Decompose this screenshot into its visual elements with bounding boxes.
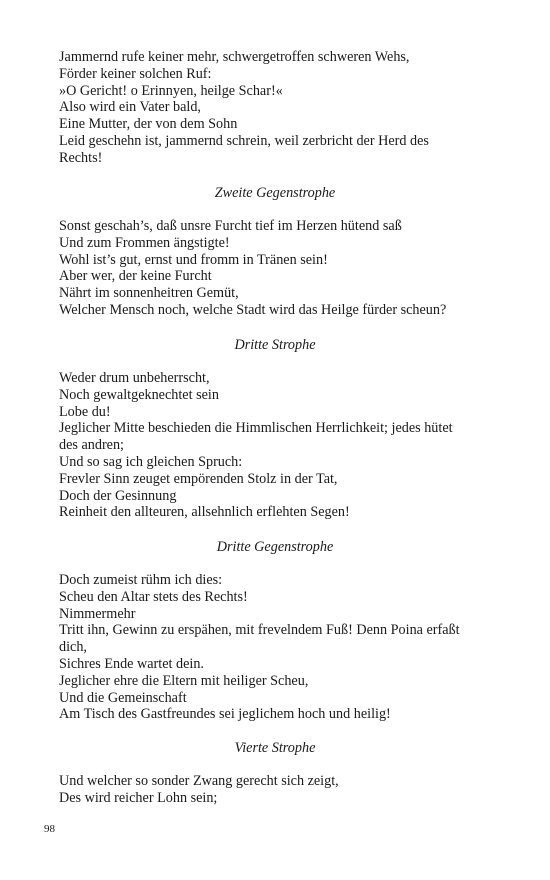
text-line: Jeglicher ehre die Eltern mit heiliger Scheu, xyxy=(59,672,309,689)
text-line: Reinheit den allteuren, allsehnlich erflehten Segen! xyxy=(59,504,350,521)
text-line: Rechts! xyxy=(59,149,103,166)
text-line: »O Gericht! o Erinnyen, heilge Schar!« xyxy=(59,82,283,99)
section-heading: Dritte Gegenstrophe xyxy=(216,539,334,555)
text-line: Am Tisch des Gastfreundes sei jeglichem hoch und heilig! xyxy=(59,706,391,723)
text-line: Förder keiner solchen Ruf: xyxy=(59,65,212,82)
text-line: Weder drum unbeherrscht, xyxy=(59,370,210,386)
text-line: Doch der Gesinnung xyxy=(59,487,177,504)
text-line: Und die Gemeinschaft xyxy=(59,689,187,706)
stanza-1 xyxy=(59,49,499,167)
stanza-3 xyxy=(59,370,499,521)
stanza-4 xyxy=(59,572,499,723)
text-line: Wohl ist’s gut, ernst und fromm in Tränen sein! xyxy=(59,251,328,268)
section-heading: Dritte Strophe xyxy=(234,337,316,353)
text-line: Eine Mutter, der von dem Sohn xyxy=(59,116,238,133)
text-line: Und zum Frommen ängstigte! xyxy=(59,234,230,251)
text-line: Jeglicher Mitte beschieden die Himmlischen Herrlichkeit; jedes hütet xyxy=(59,420,453,437)
text-line: Sichres Ende wartet dein. xyxy=(59,655,204,672)
text-line: des andren; xyxy=(59,437,125,454)
text-line: Sonst geschah’s, daß unsre Furcht tief im Herzen hütend saß xyxy=(59,218,402,234)
text-line: Lobe du! xyxy=(59,403,111,420)
text-line: Und so sag ich gleichen Spruch: xyxy=(59,453,243,470)
text-line: Scheu den Altar stets des Rechts! xyxy=(59,588,248,605)
text-line: Also wird ein Vater bald, xyxy=(59,99,201,116)
text-line: Des wird reicher Lohn sein; xyxy=(59,789,218,806)
text-line: Jammernd rufe keiner mehr, schwergetroffen schweren Wehs, xyxy=(59,49,410,65)
text-line: Nimmermehr xyxy=(59,605,136,622)
text-line: dich, xyxy=(59,639,87,656)
section-heading: Zweite Gegenstrophe xyxy=(214,185,336,201)
text-line: Noch gewaltgeknechtet sein xyxy=(59,386,219,403)
page-number: 98 xyxy=(44,823,55,835)
text-line: Doch zumeist rühm ich dies: xyxy=(59,572,223,588)
stanza-5 xyxy=(59,773,499,807)
stanza-2 xyxy=(59,218,499,319)
text-line: Frevler Sinn zeuget empörenden Stolz in der Tat, xyxy=(59,470,338,487)
text-line: Nährt im sonnenheitren Gemüt, xyxy=(59,285,239,302)
text-line: Aber wer, der keine Furcht xyxy=(59,268,212,285)
text-line: Leid geschehn ist, jammernd schrein, weil zerbricht der Herd des xyxy=(59,132,429,149)
section-heading: Vierte Strophe xyxy=(234,740,316,756)
text-line: Und welcher so sonder Zwang gerecht sich zeigt, xyxy=(59,773,339,789)
text-line: Tritt ihn, Gewinn zu erspähen, mit frevelndem Fuß! Denn Poina erfaßt xyxy=(59,622,460,639)
text-line: Welcher Mensch noch, welche Stadt wird das Heilge fürder scheun? xyxy=(59,301,447,318)
